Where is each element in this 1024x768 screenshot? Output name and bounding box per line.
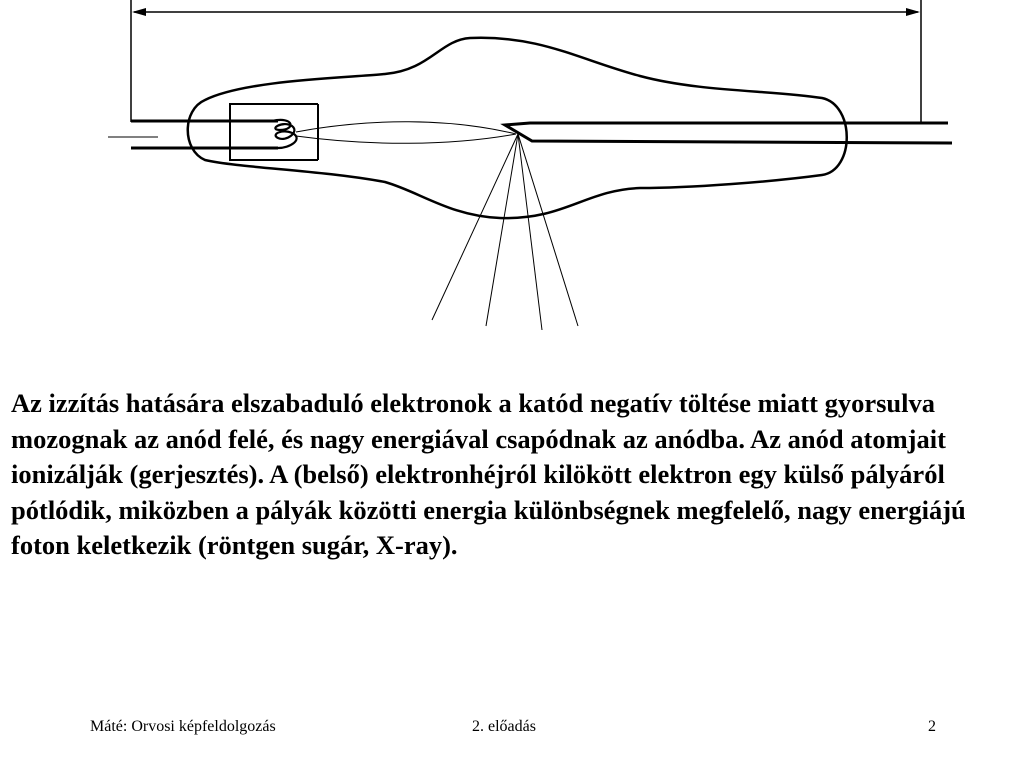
footer-lecture: 2. előadás <box>472 718 536 735</box>
body-text: Az izzítás hatására elszabaduló elektronok a katód negatív töltése miatt gyorsulva mozognak az anód felé, és nagy energiával csapódnak az anódba. Az anód atomjait ionizálják (gerjesztés). A (belső) elektronhéjról kilökött elektron egy külső pályáról pótlódik, miközben a pályák közötti energia különbségnek megfelelő, nagy energiájú foton keletkezik (röntgen sugár, X-ray). <box>11 388 966 560</box>
anode <box>505 123 952 143</box>
dimension-arrow-left <box>132 8 146 16</box>
focusing-cup <box>230 104 318 160</box>
xray-tube-diagram <box>0 0 1024 340</box>
cathode-lead <box>131 121 278 148</box>
footer-author: Máté: Orvosi képfeldolgozás <box>90 718 276 735</box>
filament-coil <box>272 120 297 148</box>
footer-page-number: 2 <box>928 718 936 735</box>
dimension-arrow-right <box>906 8 920 16</box>
xray-beam <box>432 134 578 330</box>
electron-beam <box>296 122 516 144</box>
